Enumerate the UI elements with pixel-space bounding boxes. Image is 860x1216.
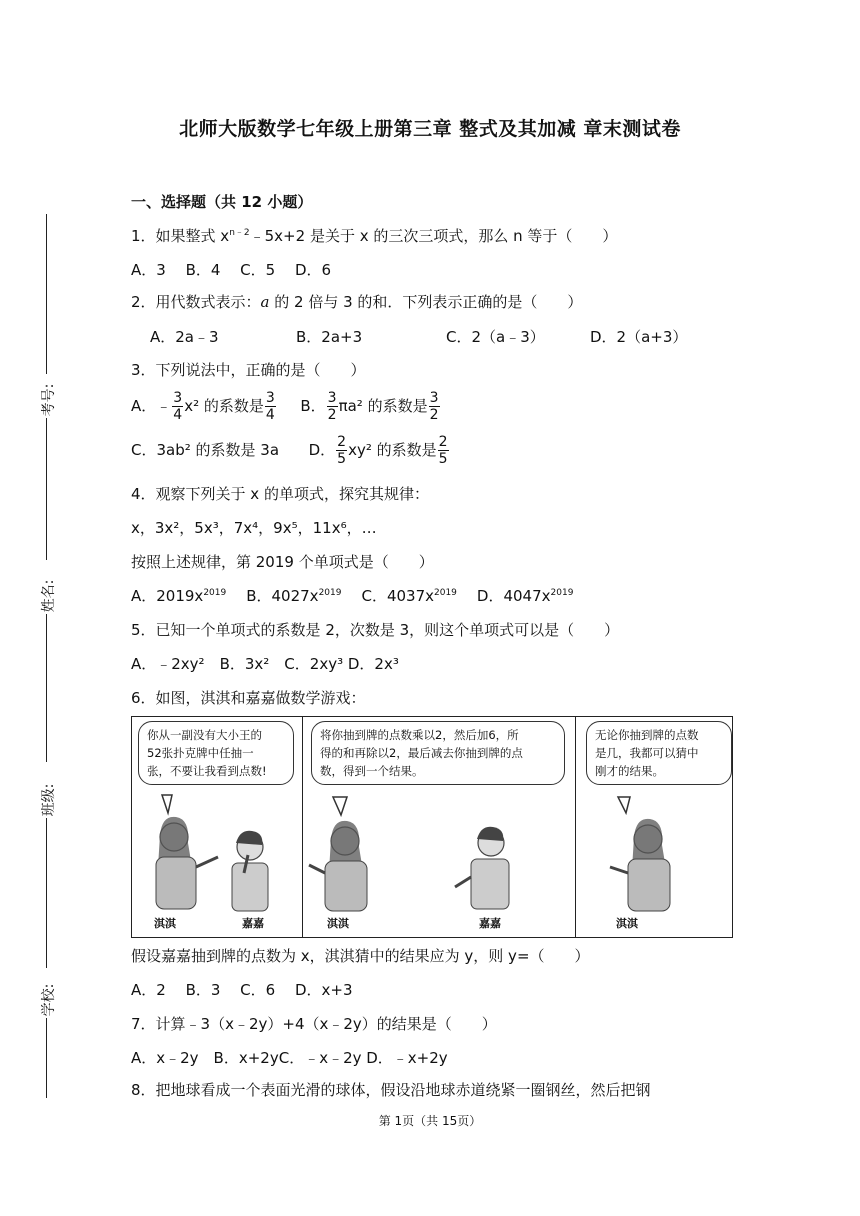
speech-bubble: 无论你抽到牌的点数 是几，我都可以猜中 刚才的结果。 <box>586 721 732 785</box>
binding-line <box>46 214 47 374</box>
section-heading: 一、选择题（共 12 小题） <box>131 193 313 211</box>
exam-number-label: 考号: <box>41 383 57 417</box>
name-label: 姓名: <box>41 579 57 613</box>
boy-figure <box>303 717 575 937</box>
question-7: 7．计算﹣3（x﹣2y）+4（x﹣2y）的结果是（ ） <box>131 1015 497 1033</box>
binding-line <box>46 418 47 560</box>
binding-line <box>46 818 47 968</box>
class-label: 班级: <box>41 783 57 817</box>
question-4: 4．观察下列关于 x 的单项式，探究其规律： <box>131 485 429 503</box>
question-8: 8．把地球看成一个表面光滑的球体，假设沿地球赤道绕紧一圈钢丝，然后把钢 <box>131 1081 651 1099</box>
boy-figure <box>132 717 302 937</box>
fraction: $\frac{3}{4}$ <box>173 390 183 423</box>
question-4-ask: 按照上述规律，第 2019 个单项式是（ ） <box>131 553 434 571</box>
question-3-options-cd: C．3ab² 的系数是 3a D． $\frac{2}{5}$ xy² 的系数是 $\frac{2}{5}$ <box>131 434 448 467</box>
comic-panel-2 <box>303 717 576 937</box>
question-4-options: A．$2019x^{2019}$ B．$4027x^{2019}$ C．$4037x^{2019}$ D．$4047x^{2019}$ <box>131 587 574 605</box>
fraction: $\frac{2}{5}$ <box>438 434 448 467</box>
caption-jiajia: 嘉嘉 <box>479 917 501 930</box>
question-6-ask: 假设嘉嘉抽到牌的点数为 x，淇淇猜中的结果应为 y，则 y=（ ） <box>131 947 590 965</box>
speech-bubble: 你从一副没有大小王的 52张扑克牌中任抽一 张，不要让我看到点数! <box>138 721 294 785</box>
question-2: 2．用代数式表示：a 的 2 倍与 3 的和．下列表示正确的是（ ） <box>131 293 583 311</box>
caption-qiqi: 淇淇 <box>154 917 176 930</box>
question-6-options: A．2 B．3 C．6 D．x+3 <box>131 981 353 999</box>
comic-strip <box>131 716 733 938</box>
caption-qiqi: 淇淇 <box>327 917 349 930</box>
question-2-options: A．2a﹣3 B．2a+3 C．2（a﹣3） D．2（a+3） <box>150 328 688 346</box>
question-4-sequence: x，3x²，5x³，7x⁴，9x⁵，11x⁶，… <box>131 519 377 537</box>
binding-line <box>46 1018 47 1098</box>
document-title: 北师大版数学七年级上册第三章 整式及其加减 章末测试卷 <box>179 118 681 140</box>
school-label: 学校: <box>41 983 57 1017</box>
question-1-options: A．3 B．4 C．5 D．6 <box>131 261 332 279</box>
comic-panel-1 <box>132 717 303 937</box>
question-6: 6．如图，淇淇和嘉嘉做数学游戏： <box>131 689 366 707</box>
fraction: $\frac{3}{2}$ <box>327 390 337 423</box>
question-1: 1．如果整式 $x^{n﹣2}﹣5x+2$ 是关于 x 的三次三项式，那么 n 等于（ ） <box>131 227 618 245</box>
girl-figure <box>576 717 732 937</box>
question-7-options: A．x﹣2y B．x+2yC．﹣x﹣2y D．﹣x+2y <box>131 1049 448 1067</box>
page-footer: 第 1页（共 15页） <box>378 1114 482 1128</box>
speech-bubble: 将你抽到牌的点数乘以2，然后加6，所 得的和再除以2，最后减去你抽到牌的点 数，得到一个结果。 <box>311 721 565 785</box>
fraction: $\frac{3}{2}$ <box>429 390 439 423</box>
question-5: 5．已知一个单项式的系数是 2，次数是 3，则这个单项式可以是（ ） <box>131 621 620 639</box>
comic-panel-3 <box>576 717 732 937</box>
question-3: 3．下列说法中，正确的是（ ） <box>131 361 366 379</box>
fraction: $\frac{2}{5}$ <box>337 434 347 467</box>
binding-line <box>46 614 47 762</box>
question-3-options-ab: A．﹣ $\frac{3}{4}$ x² 的系数是 $\frac{3}{4}$ B． $\frac{3}{2}$ πa² 的系数是 $\frac{3}{2}$ <box>131 390 439 423</box>
caption-qiqi: 淇淇 <box>616 917 638 930</box>
caption-jiajia: 嘉嘉 <box>242 917 264 930</box>
fraction: $\frac{3}{4}$ <box>265 390 275 423</box>
question-5-options: A．﹣2xy² B．3x² C．2xy³ D．2x³ <box>131 655 399 673</box>
